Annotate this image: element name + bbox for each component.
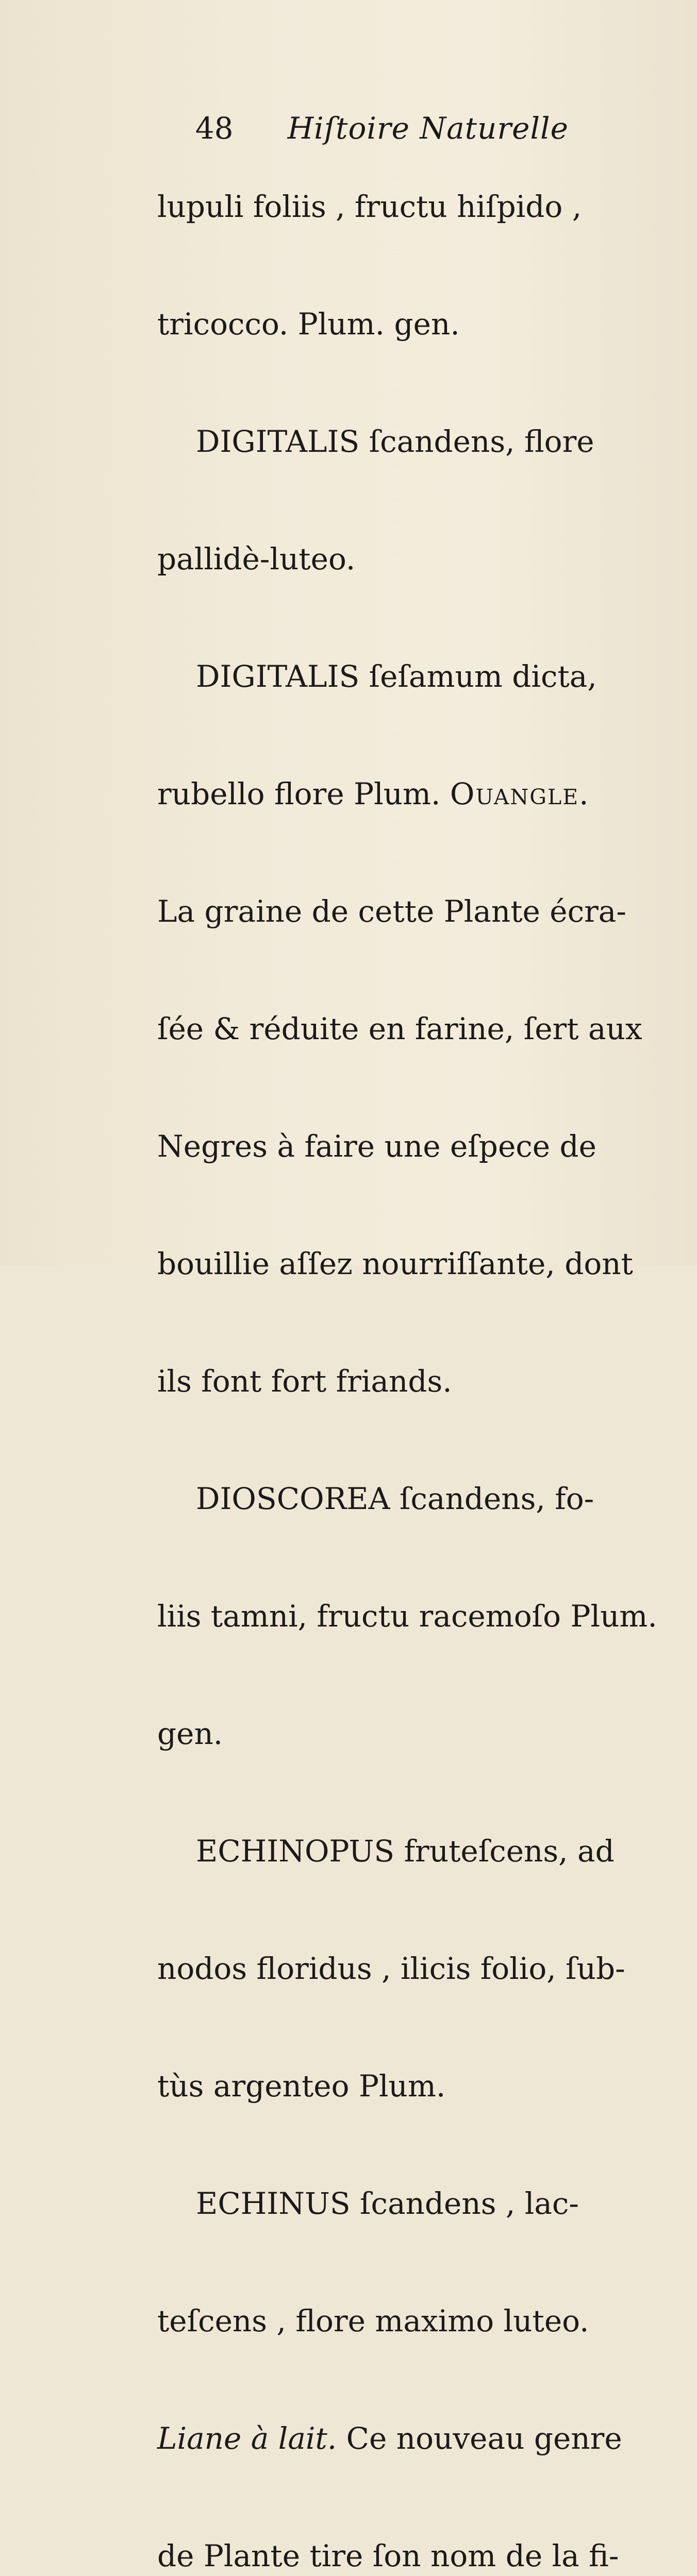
text-line: pallidè-luteo.: [157, 541, 356, 577]
text-line: gen.: [157, 1716, 223, 1751]
text-line: liis tamni, fructu racemoſo Plum.: [157, 1599, 657, 1634]
text-line: ſée & réduite en farine, ſert aux: [157, 1011, 642, 1046]
text-line: DIOSCOREA ſcandens, fo-: [196, 1481, 594, 1516]
text-line: [157, 774, 673, 814]
text-line: tricocco. Plum. gen.: [157, 307, 460, 342]
text-line: nodos floridus , ilicis folio, ſub-: [157, 1951, 625, 1986]
text-line: tùs argenteo Plum.: [157, 2069, 446, 2104]
text-line: ECHINOPUS fruteſcens, ad: [196, 1834, 615, 1869]
text-line: [157, 2419, 673, 2458]
text-line: bouillie aſſez nourriſſante, dont: [157, 1246, 633, 1281]
text-line: DIGITALIS ſeſamum dicta,: [196, 659, 597, 694]
vernacular-name: Liane à lait.: [157, 2421, 337, 2456]
text-line: de Plante tire ſon nom de la fi-: [157, 2538, 619, 2573]
running-head: Hiſtoire Naturelle: [287, 111, 569, 146]
text-fragment: rubello flore Plum.: [157, 776, 450, 811]
text-line: lupuli foliis , fructu hiſpido ,: [157, 189, 582, 224]
text-fragment: Ce nouveau genre: [346, 2421, 622, 2456]
body-text: [157, 109, 673, 2576]
text-line: DIGITALIS ſcandens, flore: [196, 424, 594, 459]
page-number: 48: [195, 111, 234, 146]
text-line: ECHINUS ſcandens , lac-: [196, 2186, 579, 2221]
text-line: teſcens , flore maximo luteo.: [157, 2303, 589, 2338]
vernacular-name: Ouangle.: [450, 776, 590, 811]
text-line: Negres à faire une eſpece de: [157, 1129, 596, 1164]
text-line: ils font fort friands.: [157, 1364, 452, 1399]
text-line: La graine de cette Plante écra-: [157, 894, 626, 929]
